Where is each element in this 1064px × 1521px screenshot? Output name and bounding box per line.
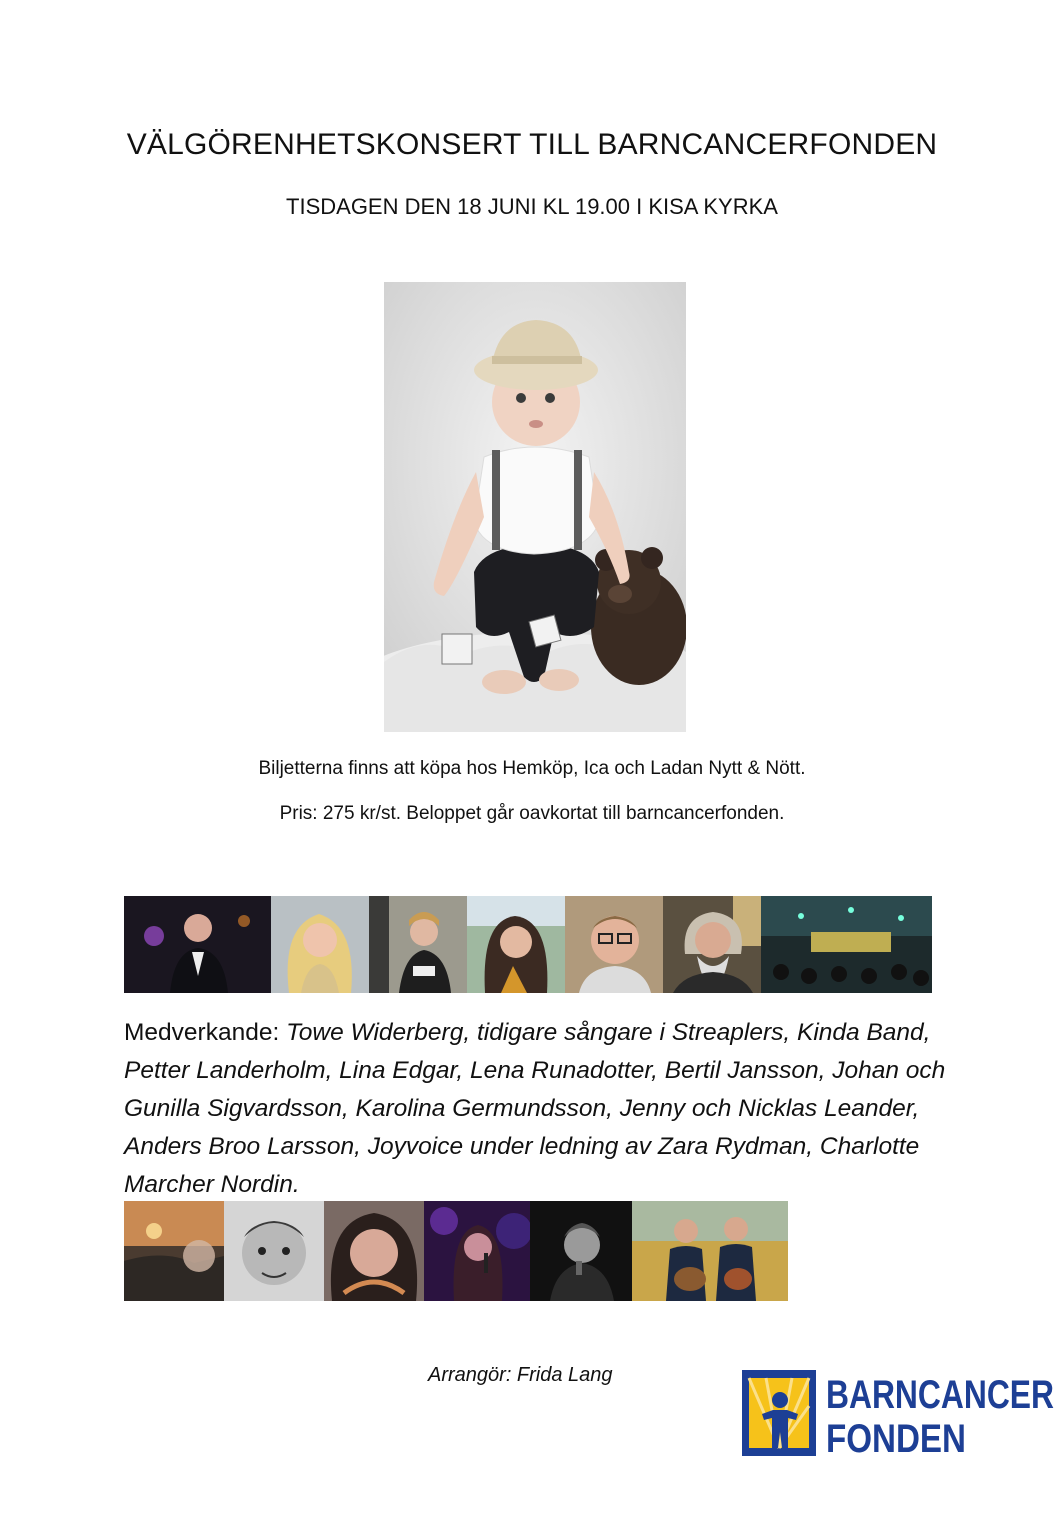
performer-photo-man-glasses	[565, 896, 663, 993]
performer-photo-woman-glasses	[369, 896, 467, 993]
performer-photo-band-concert	[761, 896, 932, 993]
performer-photo-man-microphone	[530, 1201, 632, 1301]
organizer-credit: Arrangör: Frida Lang	[428, 1364, 613, 1386]
event-date-location: TISDAGEN DEN 18 JUNI KL 19.00 I KISA KYRKA	[286, 194, 778, 219]
price-info: Pris: 275 kr/st. Beloppet går oavkortat till barncancerfonden.	[279, 803, 785, 824]
page-title: VÄLGÖRENHETSKONSERT TILL BARNCANCERFONDEN	[126, 128, 938, 161]
performer-photo-woman-selfie	[324, 1201, 424, 1301]
baby-portrait-photo	[384, 282, 686, 732]
performer-photo-duo-guitars	[632, 1201, 788, 1301]
performer-photo-man-bw	[224, 1201, 324, 1301]
performer-photo-smiling-woman	[467, 896, 565, 993]
performer-photo-blonde-woman	[271, 896, 369, 993]
logo-line2: FONDEN	[826, 1417, 966, 1461]
ticket-info: Biljetterna finns att köpa hos Hemköp, Ica och Ladan Nytt & Nött.	[258, 758, 806, 779]
performers-list	[124, 1014, 964, 1204]
performer-photo-sunset-woman	[124, 1201, 224, 1301]
performer-photos-top	[124, 896, 932, 993]
performer-photo-man-in-suit	[124, 896, 271, 993]
performers-names: Towe Widerberg, tidigare sångare i Streaplers, Kinda Band, Petter Landerholm, Lina Edgar, Lena Runadotter, Bertil Jansson, Johan och Gunilla Sigvardsson, Karolina Germundsson, Jenny och Nicklas Leander, Anders Broo Larsson, Joyvoice under ledning av Zara Rydman, Charlotte Marcher Nordin.	[124, 1019, 946, 1198]
performer-photo-grey-haired-man	[663, 896, 761, 993]
performer-photos-bottom	[124, 1201, 788, 1301]
barncancerfonden-logo	[740, 1360, 1060, 1470]
performer-photo-singer-stage	[424, 1201, 530, 1301]
logo-line1: BARNCANCER	[826, 1373, 1055, 1417]
performers-label: Medverkande:	[124, 1019, 287, 1046]
